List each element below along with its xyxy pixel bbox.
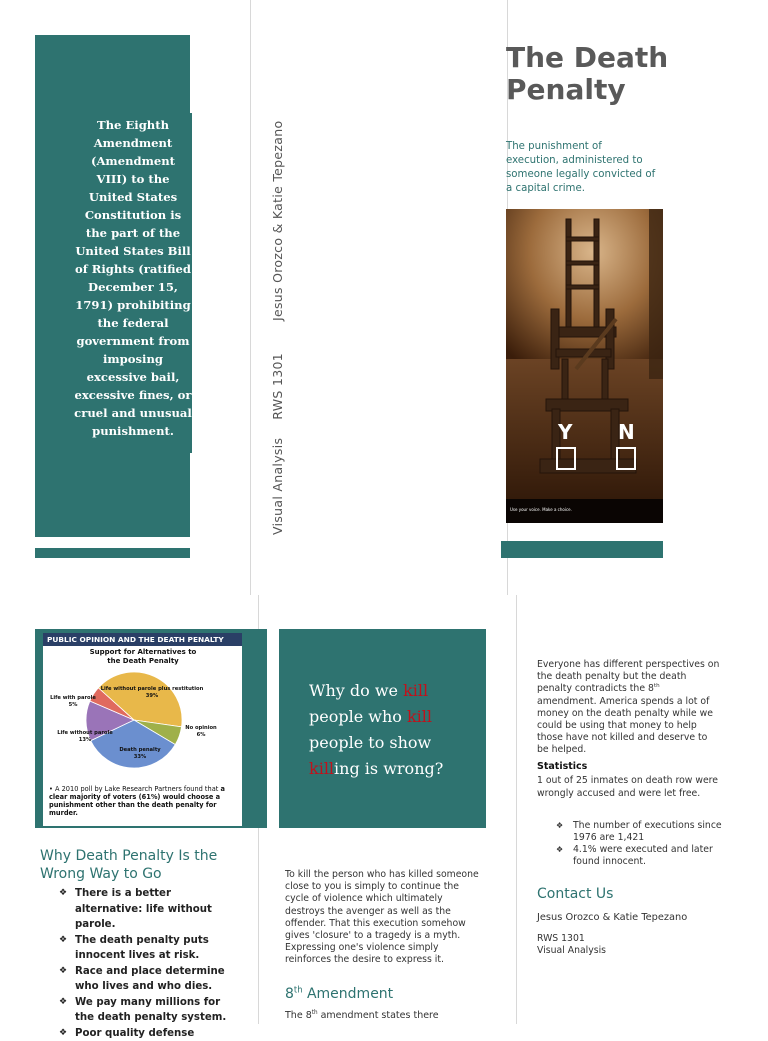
list-item <box>556 844 726 868</box>
chart-note-bold: a clear majority of voters (61%) would choose a punishment other than the death penalty for murder. <box>49 785 225 817</box>
quote-part: ing is wrong? <box>334 759 443 778</box>
spine-course: RWS 1301 <box>270 353 285 420</box>
quote-part: Why do we <box>309 681 403 700</box>
pie-slice-label: Life without parole plus restitution <box>101 686 204 692</box>
list-item <box>59 886 229 933</box>
spine-text <box>270 121 285 535</box>
quote-kill-word: kill <box>403 681 428 700</box>
list-item-text: There is a better alternative: life without parole. <box>75 888 212 930</box>
persp-b: amendment. America spends a lot of money on the death penalty while we could be using that money to help those have not killed and deserve to be helped. <box>537 696 713 756</box>
diamond-bullet-icon: ❖ <box>59 933 67 949</box>
contact-assignment: Visual Analysis <box>537 945 606 957</box>
diamond-bullet-icon: ❖ <box>59 1026 67 1041</box>
list-item-text: The number of executions since 1976 are 1,421 <box>573 820 722 843</box>
diamond-bullet-icon: ❖ <box>59 995 67 1011</box>
contact-names: Jesus Orozco & Katie Tepezano <box>537 912 687 923</box>
eighth-amendment-title <box>285 986 393 1002</box>
list-item-text: 4.1% were executed and later found innocent. <box>573 844 713 867</box>
title-rest: Amendment <box>303 986 394 1002</box>
list-item-text: We pay many millions for the death penalty system. <box>75 997 226 1024</box>
text-b: amendment states there <box>318 1010 439 1021</box>
perspectives-paragraph <box>537 659 720 757</box>
pie-slice-label: No opinion <box>185 725 217 731</box>
persp-sup: th <box>654 683 660 689</box>
photo-letter-yes: Y <box>557 420 573 444</box>
photo-caption: Use your voice. Make a choice. <box>510 507 572 512</box>
text-a: The 8 <box>285 1010 312 1021</box>
cover-title: The Death Penalty <box>506 42 706 106</box>
statistics-list <box>556 820 726 868</box>
amendment-accent-bar <box>35 548 190 558</box>
text-sup: th <box>312 1010 318 1016</box>
fold-line-left-top <box>250 0 251 595</box>
persp-a: Everyone has different perspectives on the death penalty but the death penalty contradicts the 8 <box>537 659 719 694</box>
quote-text <box>309 678 479 782</box>
pie-slice-value: 13% <box>79 737 92 743</box>
list-item-text: Poor quality defense <box>75 1028 194 1039</box>
contact-title: Contact Us <box>537 886 613 902</box>
pie-slice-value: 39% <box>146 693 159 699</box>
photo-letter-no: N <box>618 420 635 444</box>
wrong-way-list <box>59 886 229 1041</box>
wrong-way-title: Why Death Penalty Is the Wrong Way to Go <box>40 847 240 883</box>
list-item <box>556 820 726 844</box>
pie-chart-card <box>43 633 242 826</box>
chart-note-plain: A 2010 poll by Lake Research Partners found that <box>55 785 218 793</box>
list-item <box>59 1026 229 1041</box>
contact-course <box>537 933 606 957</box>
contact-course-code: RWS 1301 <box>537 933 606 945</box>
pie-slice-label: Life with parole <box>50 695 96 701</box>
statistics-text: 1 out of 25 inmates on death row were wrongly accused and were let free. <box>537 775 722 800</box>
diamond-bullet-icon: ❖ <box>556 844 563 856</box>
cover-accent-bar <box>501 541 663 558</box>
electric-chair-photo <box>506 209 663 523</box>
amendment-text: The Eighth Amendment (Amendment VIII) to the United States Constitution is the part of the United States Bill of Rights (ratified December 15, 1791) prohibiting the federal government from imposing excessive bail, excessive fines, or cruel and unusual punishment. <box>74 116 192 440</box>
quote-part: people who <box>309 707 407 726</box>
spine-authors: Jesus Orozco & Katie Tepezano <box>270 121 285 321</box>
statistics-title: Statistics <box>537 761 587 772</box>
chart-subtitle: Support for Alternatives to the Death Penalty <box>83 648 203 665</box>
list-item-text: The death penalty puts innocent lives at risk. <box>75 935 209 962</box>
quote-kill-word: kill <box>309 759 334 778</box>
list-item <box>59 964 229 995</box>
diamond-bullet-icon: ❖ <box>59 964 67 980</box>
eighth-amendment-text <box>285 1010 439 1021</box>
diamond-bullet-icon: ❖ <box>59 886 67 902</box>
title-sup: th <box>294 984 303 994</box>
cover-subtitle: The punishment of execution, administered to someone legally convicted of a capital crime. <box>506 140 656 196</box>
pie-slice-value: 5% <box>69 702 79 708</box>
list-item-text: Race and place determine who lives and who dies. <box>75 966 225 993</box>
quote-part: people to show <box>309 733 431 752</box>
quote-kill-word: kill <box>407 707 432 726</box>
pie-slice-value: 33% <box>134 754 147 760</box>
fold-line-right-bottom <box>516 595 517 1024</box>
title-num: 8 <box>285 986 294 1002</box>
pie-slice-label: Death penalty <box>119 747 161 753</box>
list-item <box>59 995 229 1026</box>
list-item <box>59 933 229 964</box>
kill-paragraph: To kill the person who has killed someone close to you is simply to continue the cycle of violence which ultimately destroys the avenger as well as the offender. That this execution somehow gives 'closure' to a tragedy is a myth. Expressing one's violence simply reinforces the desire to express it. <box>285 869 480 967</box>
diamond-bullet-icon: ❖ <box>556 820 563 832</box>
chart-title: PUBLIC OPINION AND THE DEATH PENALTY <box>43 633 242 646</box>
pie-slice-value: 6% <box>197 732 207 738</box>
chart-note: • A 2010 poll by Lake Research Partners found that a clear majority of voters (61%) would choose a punishment other than the death penalty for murder. <box>49 785 237 817</box>
pie-slice-label: Life without parole <box>57 730 113 736</box>
spine-visual-analysis: Visual Analysis <box>270 438 285 535</box>
